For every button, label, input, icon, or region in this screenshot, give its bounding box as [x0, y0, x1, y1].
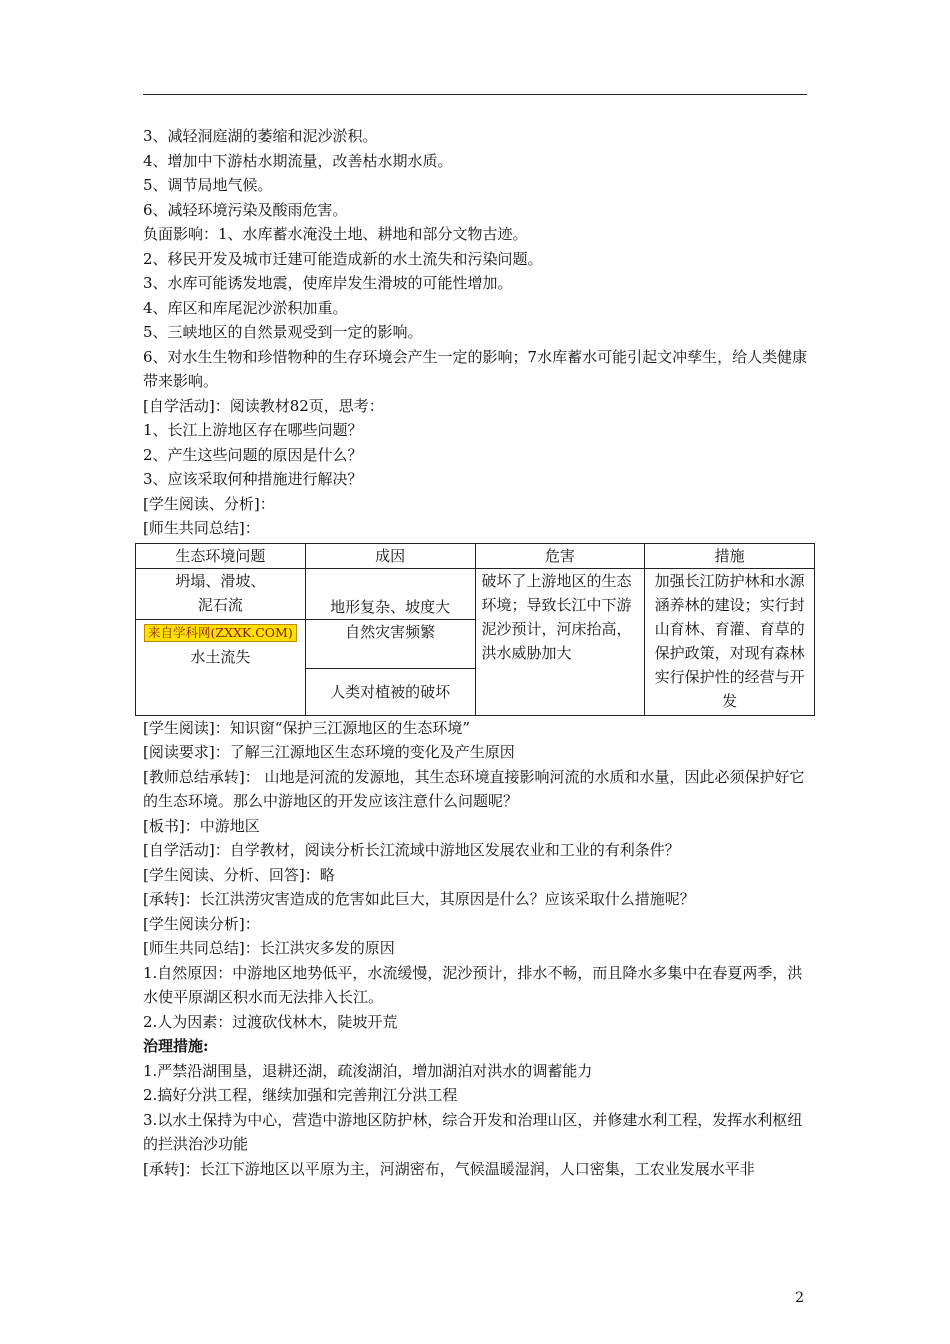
text-paragraph: 1.自然原因：中游地区地势低平，水流缓慢，泥沙预计，排水不畅，而且降水多集中在春夏两季，洪水使平原湖区积水而无法排入长江。 [143, 963, 803, 1006]
text-paragraph: 6、对水生生物和珍惜物种的生存环境会产生一定的影响；7水库蓄水可能引起文冲孳生，给人类健康带来影响。 [143, 347, 808, 390]
harm-cell: 破坏了上游地区的生态环境；导致长江中下游泥沙预计，河床抬高，洪水威胁加大 [475, 568, 645, 715]
text-line: 1、长江上游地区存在哪些问题？ [143, 421, 363, 439]
text-line: [师生共同总结]： [143, 519, 260, 537]
text-line: [板书]：中游地区 [143, 816, 260, 835]
text-line: 2、移民开发及城市迁建可能造成新的水土流失和污染问题。 [143, 249, 543, 268]
watermark-stamp: 来自学科网(ZXXK.COM) [144, 624, 297, 642]
table-header-cell: 危害 [475, 543, 645, 568]
cause-cell: 自然灾害频繁 [305, 619, 475, 668]
text-line: 3、应该采取何种措施进行解决？ [143, 470, 363, 488]
text-line: 6、减轻环境污染及酸雨危害。 [143, 200, 348, 219]
text-line: 5、三峡地区的自然景观受到一定的影响。 [143, 323, 423, 341]
text-paragraph: 3.以水土保持为中心，营造中游地区防护林，综合开发和治理山区，并修建水利工程，发挥水利枢纽的拦洪治沙功能 [143, 1110, 803, 1153]
text-paragraph: [教师总结承转]： 山地是河流的发源地，其生态环境直接影响河流的水质和水量，因此必须保护好它的生态环境。那么中游地区的开发应该注意什么问题呢？ [143, 767, 805, 810]
text-line: [承转]：长江洪涝灾害造成的危害如此巨大，其原因是什么？应该采取什么措施呢？ [143, 890, 695, 908]
table-header-cell: 成因 [305, 543, 475, 568]
text-line: [承转]：长江下游地区以平原为主，河湖密布，气候温暖湿润，人口密集，工农业发展水平非 [143, 1159, 755, 1178]
page-number: 2 [795, 1290, 804, 1306]
text-line: 2、产生这些问题的原因是什么？ [143, 445, 363, 464]
eco-problems-table [135, 543, 815, 716]
cause-cell: 人类对植被的破坏 [305, 668, 475, 715]
text-line: 2.人为因素：过渡砍伐林木，陡坡开荒 [143, 1012, 398, 1031]
cause-cell: 地形复杂、坡度大 [305, 568, 475, 619]
text-line: [自学活动]：自学教材，阅读分析长江流域中游地区发展农业和工业的有利条件？ [143, 841, 680, 859]
text-line: [师生共同总结]：长江洪灾多发的原因 [143, 939, 395, 957]
text-line: [自学活动]：阅读教材82页，思考： [143, 396, 384, 415]
problem-text: 坍塌、滑坡、 [175, 571, 266, 590]
section-heading: 治理措施: [143, 1037, 209, 1055]
text-line: 2.搞好分洪工程，继续加强和完善荆江分洪工程 [143, 1086, 458, 1104]
problem-cell [136, 568, 306, 619]
table-header-row [136, 543, 815, 568]
table-header-cell: 措施 [645, 543, 815, 568]
document-body [143, 124, 811, 1181]
text-line: 4、增加中下游枯水期流量，改善枯水期水质。 [143, 151, 453, 170]
problem-text: 水土流失 [190, 647, 251, 666]
measure-cell: 加强长江防护林和水源涵养林的建设；实行封山育林、育灌、育草的保护政策，对现有森林实行保护性的经营与开发 [645, 568, 815, 715]
text-line: [阅读要求]：了解三江源地区生态环境的变化及产生原因 [143, 743, 515, 761]
text-line: 4、库区和库尾泥沙淤积加重。 [143, 298, 348, 317]
table-row [136, 568, 815, 619]
header-rule [143, 94, 807, 95]
problem-text: 泥石流 [197, 595, 243, 614]
text-line: 1.严禁沿湖围垦，退耕还湖，疏浚湖泊，增加湖泊对洪水的调蓄能力 [143, 1061, 593, 1080]
text-line: [学生阅读]：知识窗“保护三江源地区的生态环境” [143, 718, 471, 737]
table-header-cell: 生态环境问题 [136, 543, 306, 568]
text-line: 负面影响：1、水库蓄水淹没土地、耕地和部分文物古迹。 [143, 225, 528, 243]
text-line: [学生阅读、分析、回答]：略 [143, 865, 335, 884]
text-line: [学生阅读、分析]： [143, 494, 275, 513]
text-line: 3、水库可能诱发地震，使库岸发生滑坡的可能性增加。 [143, 274, 513, 292]
problem-cell [136, 619, 306, 715]
text-line: 3、减轻洞庭湖的萎缩和泥沙淤积。 [143, 127, 378, 145]
text-line: [学生阅读分析]： [143, 914, 260, 933]
text-line: 5、调节局地气候。 [143, 176, 273, 194]
